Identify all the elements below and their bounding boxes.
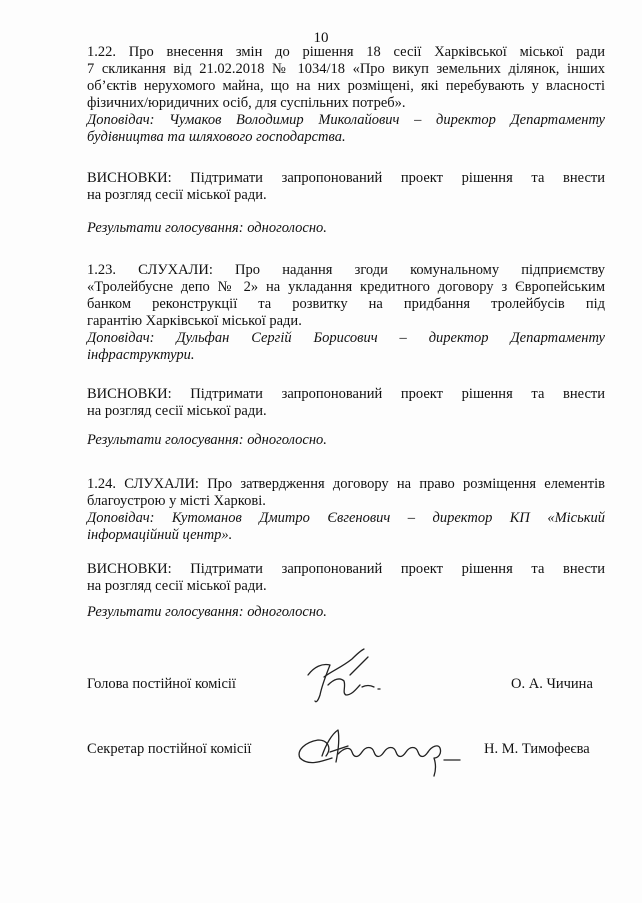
- item-1-24-text: [87, 476, 605, 544]
- speaker-line: інфраструктури.: [87, 347, 195, 363]
- conclusion-line: ВИСНОВКИ: Підтримати запропонований проект рішення та внести: [87, 561, 605, 577]
- conclusion-line: ВИСНОВКИ: Підтримати запропонований проект рішення та внести: [87, 170, 605, 186]
- chair-name: О. А. Чичина: [511, 676, 593, 692]
- speaker-line: будівництва та шляхового господарства.: [87, 129, 346, 145]
- text-line: благоустрою у місті Харкові.: [87, 493, 266, 509]
- conclusion-line: ВИСНОВКИ: Підтримати запропонований проект рішення та внести: [87, 386, 605, 402]
- speaker-line: Доповідач: Дульфан Сергій Борисович – директор Департаменту: [87, 330, 605, 346]
- text-line: об’єктів нерухомого майна, що на них розміщені, які перебувають у власності: [87, 78, 605, 94]
- text-line: 1.22. Про внесення змін до рішення 18 сесії Харківської міської ради: [87, 44, 605, 60]
- item-1-24-result: Результати голосування: одноголосно.: [87, 604, 327, 620]
- chair-title: Голова постійної комісії: [87, 676, 236, 692]
- speaker-line: інформаційний центр».: [87, 527, 233, 543]
- text-line: банком реконструкції та розвитку на придбання тролейбусів під: [87, 296, 605, 312]
- text-line: 1.23. СЛУХАЛИ: Про надання згоди комунальному підприємству: [87, 262, 605, 278]
- item-1-23-text: [87, 262, 605, 364]
- item-1-22-result: Результати голосування: одноголосно.: [87, 220, 327, 236]
- conclusion-line: на розгляд сесії міської ради.: [87, 403, 267, 419]
- conclusion-line: на розгляд сесії міської ради.: [87, 187, 267, 203]
- speaker-line: Доповідач: Кутоманов Дмитро Євгенович – директор КП «Міський: [87, 510, 605, 526]
- secretary-title: Секретар постійної комісії: [87, 741, 252, 757]
- chair-signature: [300, 645, 390, 707]
- text-line: фізичних/юридичних осіб, для суспільних потреб».: [87, 95, 406, 111]
- text-line: 1.24. СЛУХАЛИ: Про затвердження договору на право розміщення елементів: [87, 476, 605, 492]
- page-number: 10: [313, 30, 329, 46]
- conclusion-line: на розгляд сесії міської ради.: [87, 578, 267, 594]
- item-1-22-conclusion: [87, 170, 605, 204]
- item-1-23-result: Результати голосування: одноголосно.: [87, 432, 327, 448]
- item-1-22-text: [87, 44, 605, 146]
- secretary-signature: [292, 718, 462, 782]
- item-1-23-conclusion: [87, 386, 605, 420]
- text-line: «Тролейбусне депо № 2» на укладання кредитного договору з Європейським: [87, 279, 605, 295]
- text-line: гарантію Харківської міської ради.: [87, 313, 302, 329]
- item-1-24-conclusion: [87, 561, 605, 595]
- speaker-line: Доповідач: Чумаков Володимир Миколайович – директор Департаменту: [87, 112, 605, 128]
- secretary-name: Н. М. Тимофеєва: [484, 741, 590, 757]
- text-line: 7 скликання від 21.02.2018 № 1034/18 «Про викуп земельних ділянок, інших: [87, 61, 605, 77]
